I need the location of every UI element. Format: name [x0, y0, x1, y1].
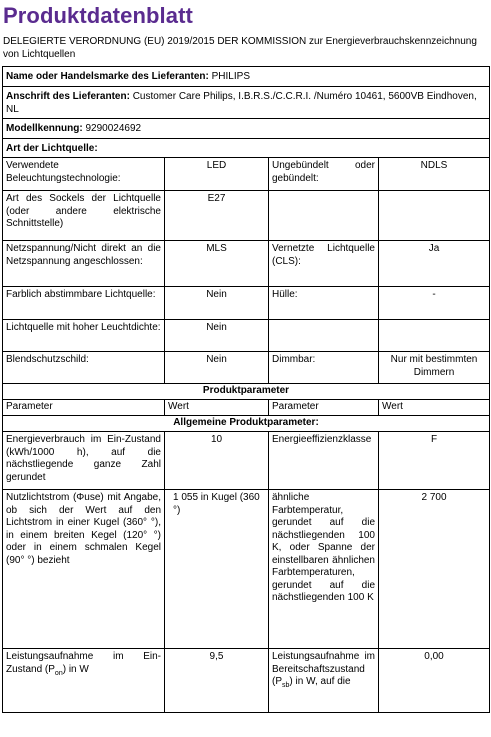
- parameter-label: Energieeffizienzklasse: [269, 432, 379, 490]
- power-row: [3, 649, 490, 713]
- power-standby-value: 0,00: [379, 649, 490, 713]
- type-label: Blendschutzschild:: [3, 352, 165, 384]
- regulation-subtitle: DELEGIERTE VERORDNUNG (EU) 2019/2015 DER KOMMISSION zur Energieverbrauchskennzeichnung von Lichtquellen: [3, 36, 477, 60]
- type-value: NDLS: [379, 158, 490, 191]
- parameter-value: 10: [165, 432, 269, 490]
- product-parameters-row: [3, 384, 490, 400]
- parameter-row: [3, 432, 490, 490]
- supplier-address-row: [3, 87, 490, 119]
- general-parameters-row: [3, 416, 490, 432]
- parameter-label: ähnliche Farbtemperatur, gerundet auf die nächstliegenden 100 K, oder Spanne der einstellbaren ähnlichen Farbtemperaturen, gerundet auf die nächstliegenden 100 K: [269, 490, 379, 649]
- supplier-name-label: Name oder Handelsmarke des Lieferanten:: [6, 71, 209, 82]
- power-on-value: 9,5: [165, 649, 269, 713]
- type-value: MLS: [165, 241, 269, 287]
- power-on-label: Leistungsaufnahme im Ein-Zustand $(P_{on})$ in W: [3, 649, 165, 713]
- type-value: Ja: [379, 241, 490, 287]
- type-value: [379, 320, 490, 352]
- supplier-name-value: PHILIPS: [211, 71, 250, 82]
- model-identifier-value: 9290024692: [85, 123, 142, 134]
- type-row: [3, 320, 490, 352]
- type-value: Nein: [165, 352, 269, 384]
- type-label: [269, 191, 379, 241]
- type-value: -: [379, 287, 490, 320]
- product-parameters-heading: Produktparameter: [3, 384, 490, 400]
- model-identifier-label: Modellkennung:: [6, 123, 83, 134]
- type-value: Nein: [165, 320, 269, 352]
- column-header-parameter: Parameter: [269, 400, 379, 416]
- general-parameters-heading: Allgemeine Produktparameter:: [3, 416, 490, 432]
- type-row: [3, 287, 490, 320]
- type-row: [3, 158, 490, 191]
- light-source-type-label: Art der Lichtquelle:: [3, 139, 490, 158]
- type-label: Art des Sockels der Lichtquelle (oder andere elektrische Schnittstelle): [3, 191, 165, 241]
- type-label: Ungebündelt oder gebündelt:: [269, 158, 379, 191]
- parameter-label: Nutzlichtstrom (Φuse) mit Angabe, ob sich der Wert auf den Lichtstrom in einer Kugel (360° °), in einem breiten Kegel (120° °) oder in einem schmalen Kegel (90° °) bezieht: [3, 490, 165, 649]
- column-header-value: Wert: [379, 400, 490, 416]
- type-value: E27: [165, 191, 269, 241]
- type-label: Hülle:: [269, 287, 379, 320]
- column-header-parameter: Parameter: [3, 400, 165, 416]
- type-label: Vernetzte Lichtquelle (CLS):: [269, 241, 379, 287]
- type-value: Nein: [165, 287, 269, 320]
- supplier-address-value: Customer Care Philips, I.B.R.S./C.C.R.I. /Numéro 10461, 5600VB Eindhoven, NL: [6, 91, 477, 115]
- column-header-row: [3, 400, 490, 416]
- page-title: Produktdatenblatt: [3, 3, 193, 28]
- type-label: Verwendete Beleuchtungstechnologie:: [3, 158, 165, 191]
- parameter-label: Energieverbrauch im Ein-Zustand (kWh/1000 h), auf die nächstliegende ganze Zahl gerundet: [3, 432, 165, 490]
- type-row: [3, 241, 490, 287]
- supplier-name-row: [3, 67, 490, 87]
- parameter-row: [3, 490, 490, 649]
- type-value: Nur mit bestimmten Dimmern: [379, 352, 490, 384]
- parameter-value: 2 700: [379, 490, 490, 649]
- type-value: [379, 191, 490, 241]
- type-label: Farblich abstimmbare Lichtquelle:: [3, 287, 165, 320]
- parameter-value: F: [379, 432, 490, 490]
- type-label: Lichtquelle mit hoher Leuchtdichte:: [3, 320, 165, 352]
- type-row: [3, 352, 490, 384]
- light-source-type-row: [3, 139, 490, 158]
- type-row: [3, 191, 490, 241]
- type-label: [269, 320, 379, 352]
- type-label: Netzspannung/Nicht direkt an die Netzspannung angeschlossen:: [3, 241, 165, 287]
- supplier-address-label: Anschrift des Lieferanten:: [6, 91, 130, 102]
- datasheet-table: [2, 66, 490, 713]
- parameter-value: 1 055 in Kugel (360 °): [165, 490, 269, 649]
- column-header-value: Wert: [165, 400, 269, 416]
- model-identifier-row: [3, 119, 490, 139]
- power-standby-label: Leistungsaufnahme im Bereitschaftszustand $(P_{sb})$ in W, auf die: [269, 649, 379, 713]
- type-label: Dimmbar:: [269, 352, 379, 384]
- type-value: LED: [165, 158, 269, 191]
